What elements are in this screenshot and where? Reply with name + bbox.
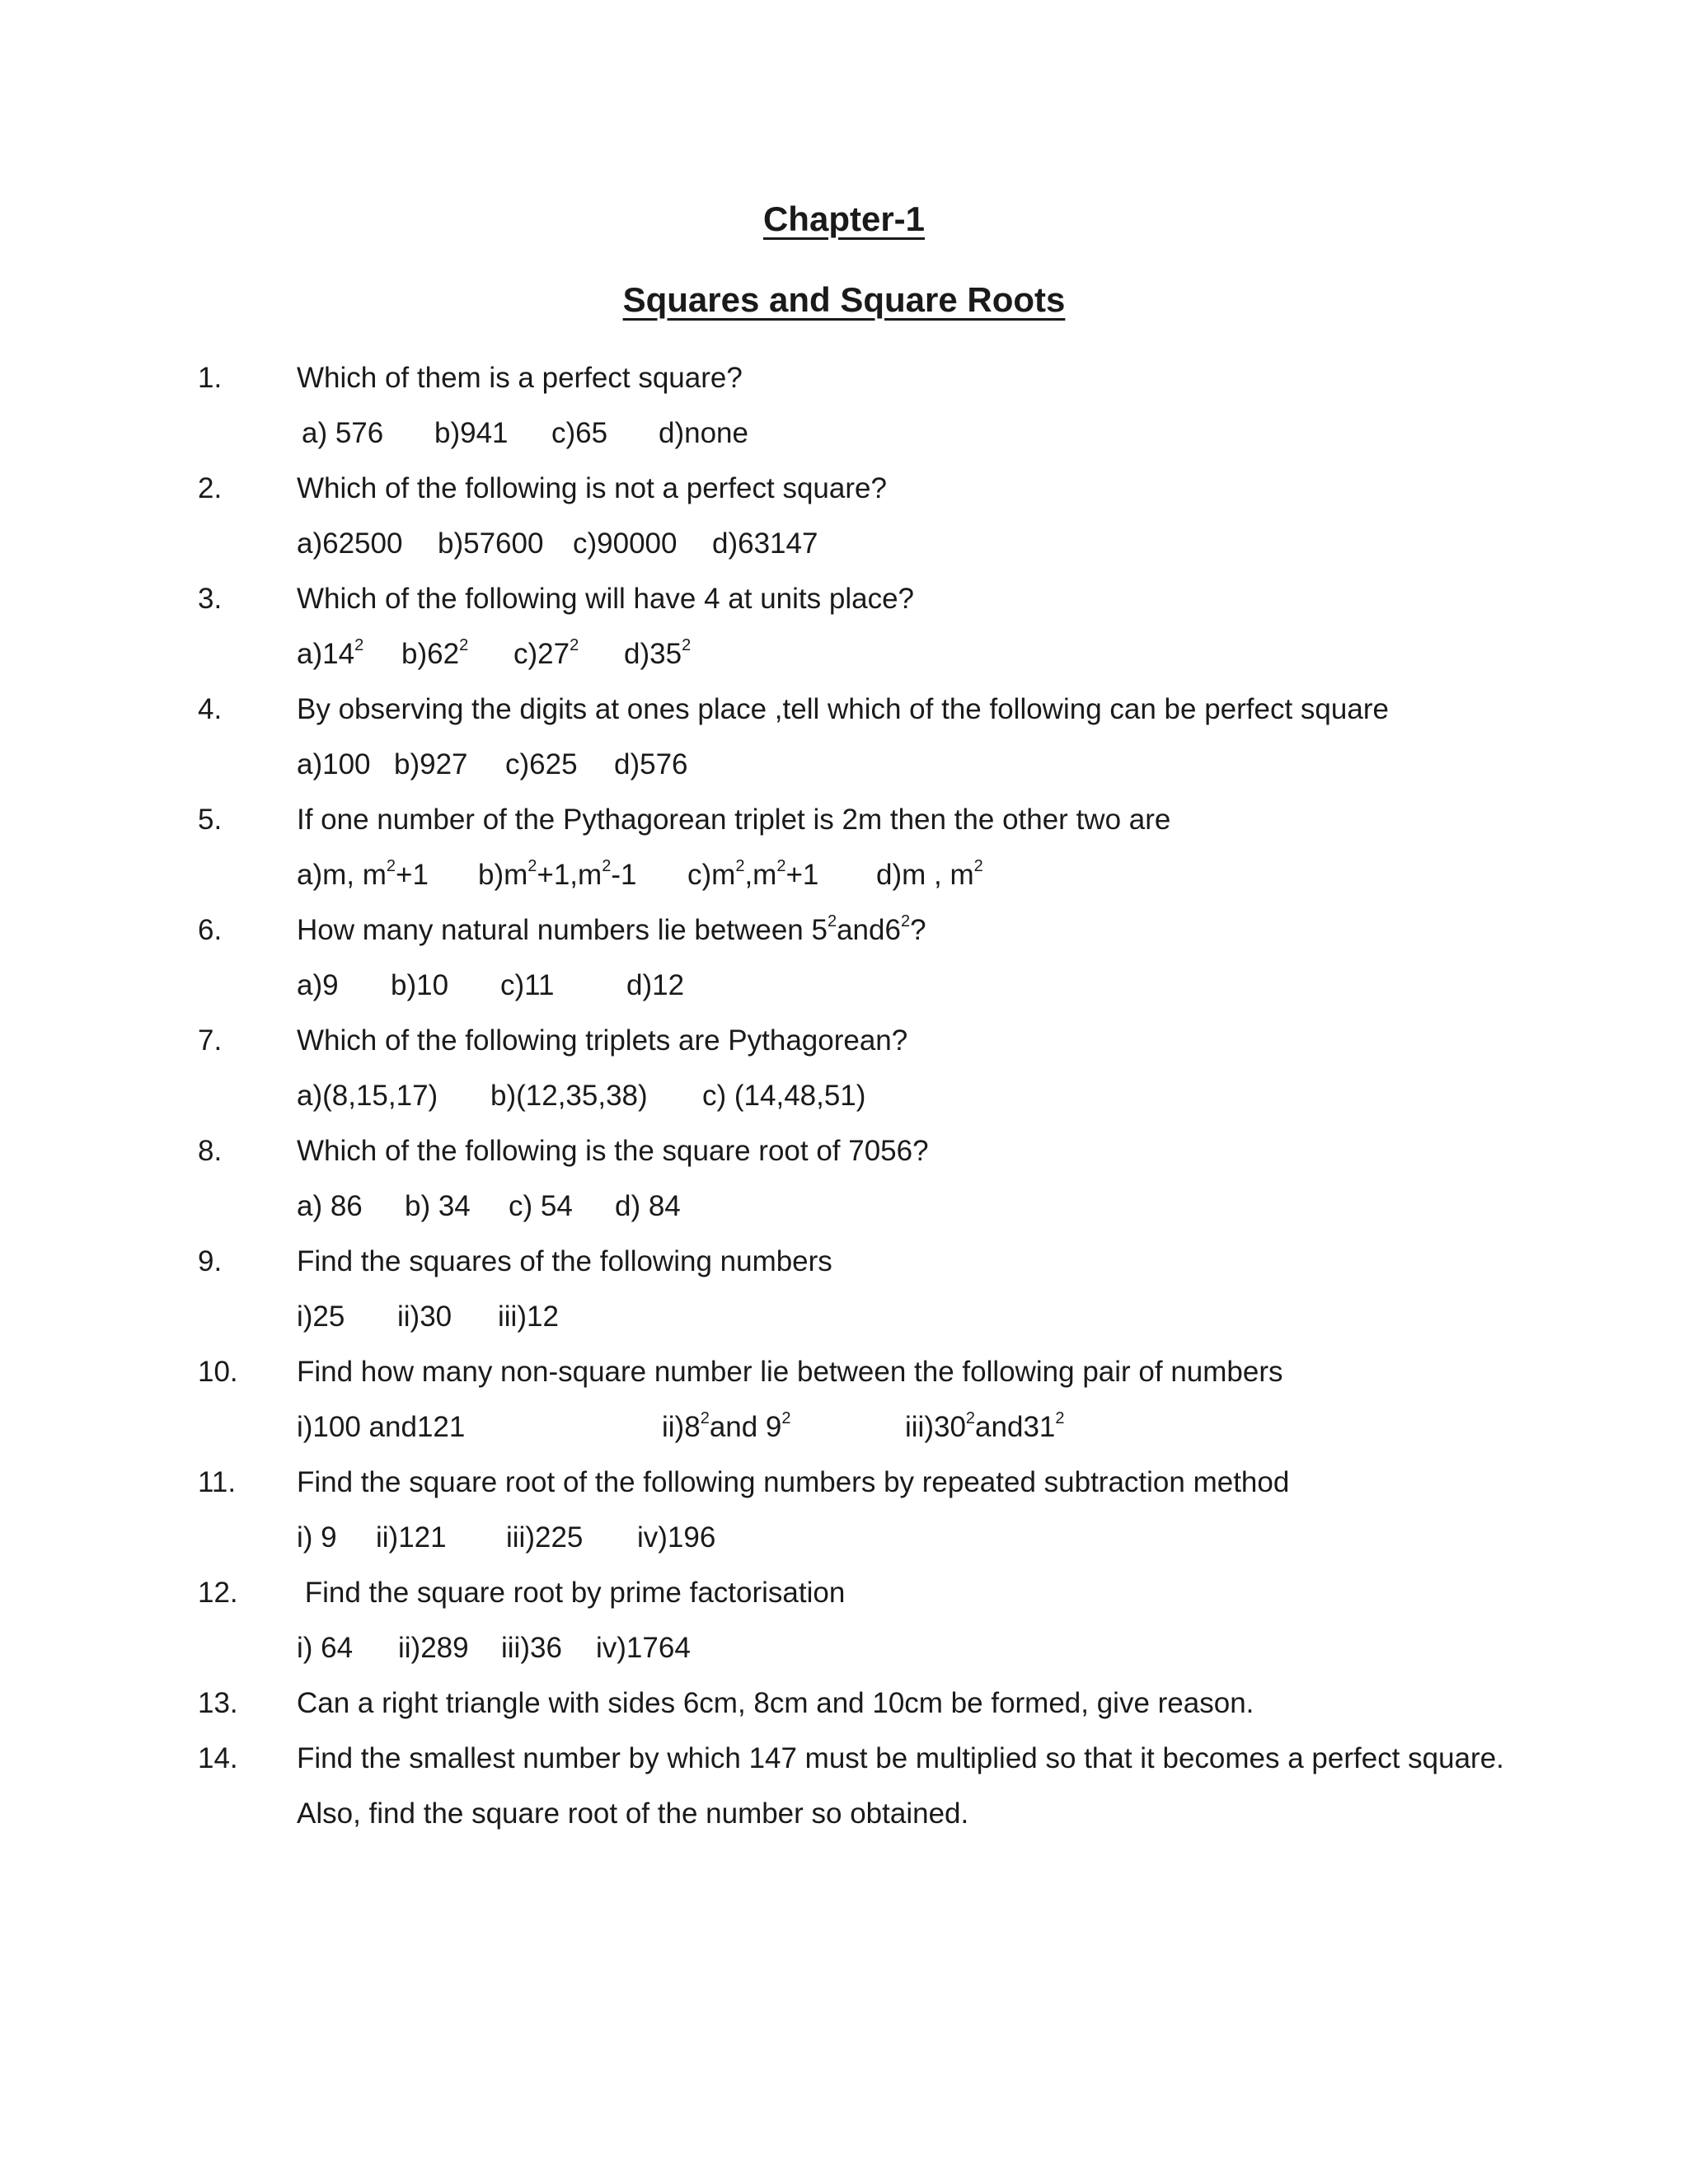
question-number: 4. (198, 693, 223, 725)
question-text: Find the square root by prime factorisation (297, 1577, 846, 1609)
option-iii: iii)36 (501, 1632, 562, 1664)
question-text: By observing the digits at ones place ,tell which of the following can be perfect square (297, 693, 1389, 725)
question-6 (0, 910, 1688, 951)
option-d: $d)35^2$ (624, 636, 692, 670)
question-number: 2. (198, 472, 223, 504)
question-text: If one number of the Pythagorean triplet is 2m then the other two are (297, 804, 1171, 836)
question-11 (0, 1462, 1688, 1503)
chapter-subtitle: Squares and Square Roots (622, 280, 1066, 319)
chapter-title: Chapter-1 (762, 199, 926, 238)
option-a: a)9 (297, 969, 339, 1001)
question-8-options (0, 1186, 1688, 1227)
option-c: c)65 (551, 417, 608, 449)
option-iii: iii)225 (506, 1521, 584, 1554)
option-b: b)10 (391, 969, 449, 1001)
option-b: b)941 (434, 417, 509, 449)
option-ii: $ii)8^2and$ $9^2$ (662, 1409, 791, 1443)
option-c: $c)27^2$ (513, 636, 579, 670)
option-a: a)62500 (297, 527, 403, 560)
question-number: 6. (198, 914, 223, 946)
option-b: b) 34 (405, 1190, 471, 1222)
option-a: a) 576 (302, 417, 384, 449)
question-text: How many natural numbers lie between $5^2and6^2$? (297, 912, 926, 946)
question-11-options (0, 1517, 1688, 1558)
option-d: d)12 (626, 969, 685, 1001)
option-c: c)625 (505, 748, 578, 780)
question-2 (0, 468, 1688, 509)
question-number: 9. (198, 1245, 223, 1277)
question-text: Which of them is a perfect square? (297, 362, 743, 394)
question-text: Find the square root of the following numbers by repeated subtraction method (297, 1466, 1290, 1498)
question-number: 7. (198, 1024, 223, 1057)
question-number: 5. (198, 804, 223, 836)
question-text: Find the squares of the following numbers (297, 1245, 832, 1277)
option-i: i) 9 (297, 1521, 337, 1554)
question-text: Also, find the square root of the number so obtained. (297, 1797, 969, 1830)
question-13 (0, 1683, 1688, 1724)
question-1-options (0, 413, 1688, 454)
option-iv: iv)196 (637, 1521, 716, 1554)
question-12 (0, 1572, 1688, 1614)
option-b: b)(12,35,38) (490, 1080, 648, 1112)
option-d: d)576 (614, 748, 688, 780)
option-i: i)25 (297, 1301, 345, 1333)
question-3 (0, 579, 1688, 620)
option-c: c) (14,48,51) (702, 1080, 866, 1112)
option-c: c)11 (500, 969, 555, 1001)
option-a: $a)14^2$ (297, 636, 364, 670)
option-a: a)m, $m^2+1$ (297, 857, 429, 891)
question-10 (0, 1352, 1688, 1393)
question-14 (0, 1738, 1688, 1779)
question-text: Find how many non-square number lie between the following pair of numbers (297, 1356, 1283, 1388)
question-number: 8. (198, 1135, 223, 1167)
option-ii: ii)289 (398, 1632, 469, 1664)
option-c: $c)m^2,m^2+1$ (687, 857, 819, 891)
question-number: 13. (198, 1687, 238, 1719)
question-7 (0, 1020, 1688, 1062)
option-d: d)m , $m^2$ (876, 857, 983, 891)
option-d: d)63147 (712, 527, 818, 560)
option-b: $b)m^2+1,m^2-1$ (478, 857, 637, 891)
option-b: $b)62^2$ (401, 636, 469, 670)
question-14-continuation (0, 1793, 1688, 1835)
question-number: 11. (198, 1466, 237, 1498)
question-9 (0, 1241, 1688, 1282)
question-1 (0, 358, 1688, 399)
question-5 (0, 799, 1688, 841)
option-d: d) 84 (615, 1190, 681, 1222)
question-3-options (0, 634, 1688, 675)
question-12-options (0, 1628, 1688, 1669)
option-ii: ii)30 (397, 1301, 452, 1333)
question-text: Which of the following is not a perfect square? (297, 472, 887, 504)
question-6-options (0, 965, 1688, 1006)
option-a: a) 86 (297, 1190, 363, 1222)
question-10-options (0, 1407, 1688, 1448)
question-number: 10. (198, 1356, 238, 1388)
question-9-options (0, 1296, 1688, 1338)
question-number: 1. (198, 362, 223, 394)
option-d: d)none (659, 417, 748, 449)
question-text: Which of the following triplets are Pythagorean? (297, 1024, 908, 1057)
question-text: Find the smallest number by which 147 must be multiplied so that it becomes a perfect square. (297, 1742, 1504, 1774)
question-8 (0, 1131, 1688, 1172)
option-ii: ii)121 (376, 1521, 447, 1554)
option-c: c)90000 (573, 527, 678, 560)
option-iii: iii)12 (498, 1301, 559, 1333)
option-iii: $iii)30^2and31^2$ (905, 1409, 1065, 1443)
question-7-options (0, 1076, 1688, 1117)
question-number: 12. (198, 1577, 238, 1609)
option-c: c) 54 (509, 1190, 573, 1222)
question-2-options (0, 523, 1688, 565)
question-5-options (0, 855, 1688, 896)
question-4-options (0, 744, 1688, 785)
question-number: 3. (198, 583, 223, 615)
question-number: 14. (198, 1742, 238, 1774)
option-a: a)100 (297, 748, 371, 780)
option-a: a)(8,15,17) (297, 1080, 438, 1112)
option-i: i)100 and121 (297, 1411, 466, 1443)
question-4 (0, 689, 1688, 730)
option-b: b)927 (394, 748, 468, 780)
question-text: Can a right triangle with sides 6cm, 8cm and 10cm be formed, give reason. (297, 1687, 1254, 1719)
question-text: Which of the following is the square root of 7056? (297, 1135, 929, 1167)
option-i: i) 64 (297, 1632, 354, 1664)
option-iv: iv)1764 (596, 1632, 691, 1664)
question-text: Which of the following will have 4 at units place? (297, 583, 915, 615)
option-b: b)57600 (438, 527, 544, 560)
